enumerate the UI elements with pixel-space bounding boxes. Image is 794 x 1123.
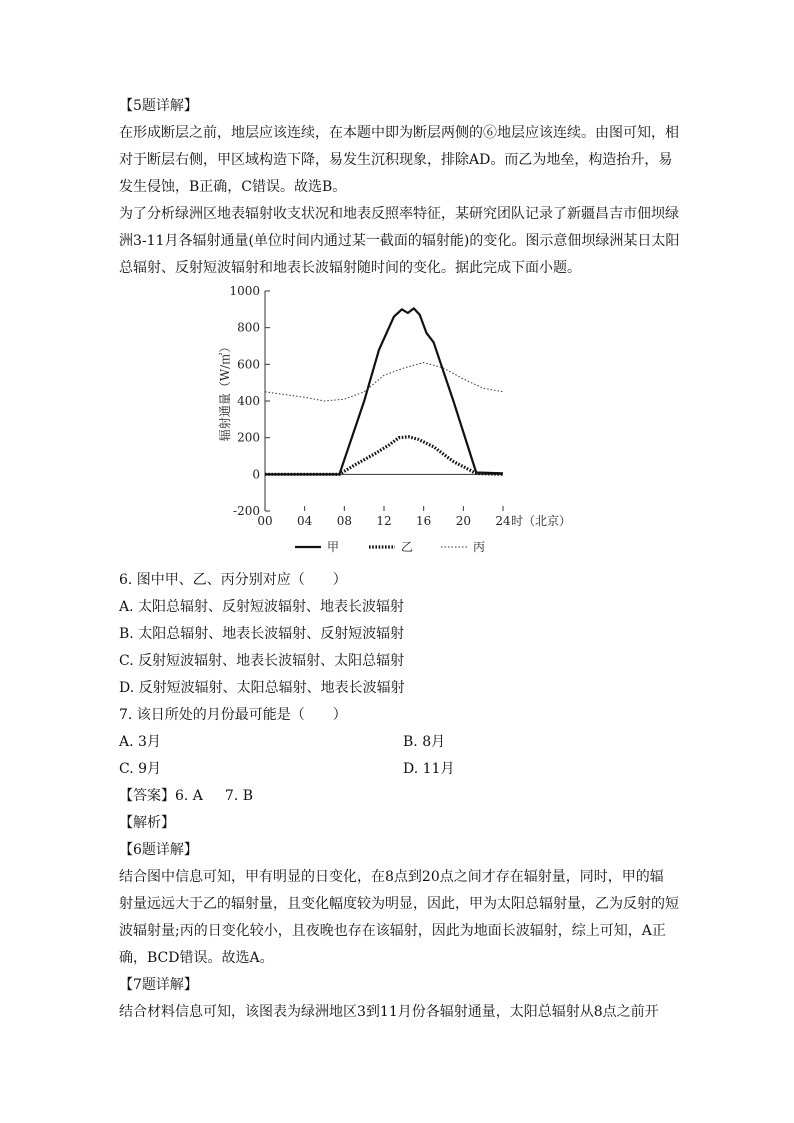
legend-label: 丙 [473,540,486,554]
question-7-option-b: B. 8月 [403,734,446,750]
radiation-chart [119,282,679,567]
section-5-heading: 【5题详解】 [119,98,198,114]
answer-6: 6. A [175,788,203,804]
legend-label: 乙 [401,540,414,554]
section-6-line: 结合图中信息可知，甲有明显的日变化，在8点到20点之间才存在辐射量，同时，甲的辐 [119,869,664,885]
section-7-heading: 【7题详解】 [119,977,198,993]
x-tick-label: 12 [376,514,392,528]
y-axis-label: 辐射通量（W/㎡） [218,340,232,442]
question-6-stem: 6. 图中甲、乙、丙分别对应（ ） [119,572,347,588]
section-6-line: 确，BCD错误。故选A。 [119,950,274,966]
section-5-line: 对于断层右侧，甲区域构造下降，易发生沉积现象，排除AD。而乙为地垒，构造抬升，易 [119,152,673,168]
question-6-option-c: C. 反射短波辐射、地表长波辐射、太阳总辐射 [119,653,405,669]
x-tick-label: 08 [336,514,352,528]
intro-line: 为了分析绿洲区地表辐射收支状况和地表反照率特征，某研究团队记录了新疆昌吉市佃坝绿 [119,206,679,222]
question-6-option-b: B. 太阳总辐射、地表长波辐射、反射短波辐射 [119,626,405,642]
x-tick-label: 00 [257,514,273,528]
x-tick-label: 16 [416,514,432,528]
y-tick-label: -200 [233,504,260,518]
question-6-option-d: D. 反射短波辐射、太阳总辐射、地表长波辐射 [119,680,405,696]
question-7-stem: 7. 该日所处的月份最可能是（ ） [119,707,347,723]
question-7-options-row [119,756,679,783]
x-tick-label: 24 [495,514,511,528]
section-6-line: 射量远远大于乙的辐射量，且变化幅度较为明显，因此，甲为太阳总辐射量，乙为反射的短 [119,896,679,912]
question-7-option-c: C. 9月 [119,761,162,777]
section-6-heading: 【6题详解】 [119,842,198,858]
intro-line: 总辐射、反射短波辐射和地表长波辐射随时间的变化。据此完成下面小题。 [119,260,581,276]
y-tick-label: 1000 [229,284,260,298]
intro-line: 洲3-11月各辐射通量(单位时间内通过某一截面的辐射能)的变化。图示意佃坝绿洲某日太阳 [119,233,680,249]
section-7-line: 结合材料信息可知，该图表为绿洲地区3到11月份各辐射通量，太阳总辐射从8点之前开 [119,1004,659,1020]
document-page [119,93,679,1026]
question-7-option-a: A. 3月 [119,734,161,750]
answer-7: 7. B [224,788,254,804]
answer-label: 【答案】 [119,788,175,804]
analysis-label: 【解析】 [119,815,175,831]
x-tick-label: 04 [297,514,313,528]
question-6-option-a: A. 太阳总辐射、反射短波辐射、地表长波辐射 [119,599,405,615]
section-5-line: 发生侵蚀，B正确，C错误。故选B。 [119,179,347,195]
y-tick-label: 400 [237,394,260,408]
y-tick-label: 600 [237,357,260,372]
section-6-line: 波辐射量;丙的日变化较小，且夜晚也存在该辐射，因此为地面长波辐射，综上可知，A正 [119,923,666,939]
radiation-chart-svg [119,282,679,567]
y-tick-label: 200 [237,430,260,445]
section-5-line: 在形成断层之前，地层应该连续，在本题中即为断层两侧的⑥地层应该连续。由图可知，相 [119,125,679,141]
series-line-3 [265,363,503,402]
y-tick-label: 0 [252,467,260,482]
x-axis-label: 时（北京） [511,514,572,528]
question-7-option-d: D. 11月 [403,761,455,777]
x-tick-label: 20 [455,514,471,528]
legend-label: 甲 [327,540,340,554]
answer-line [119,783,679,810]
y-tick-label: 800 [237,320,260,335]
question-7-options-row [119,729,679,756]
